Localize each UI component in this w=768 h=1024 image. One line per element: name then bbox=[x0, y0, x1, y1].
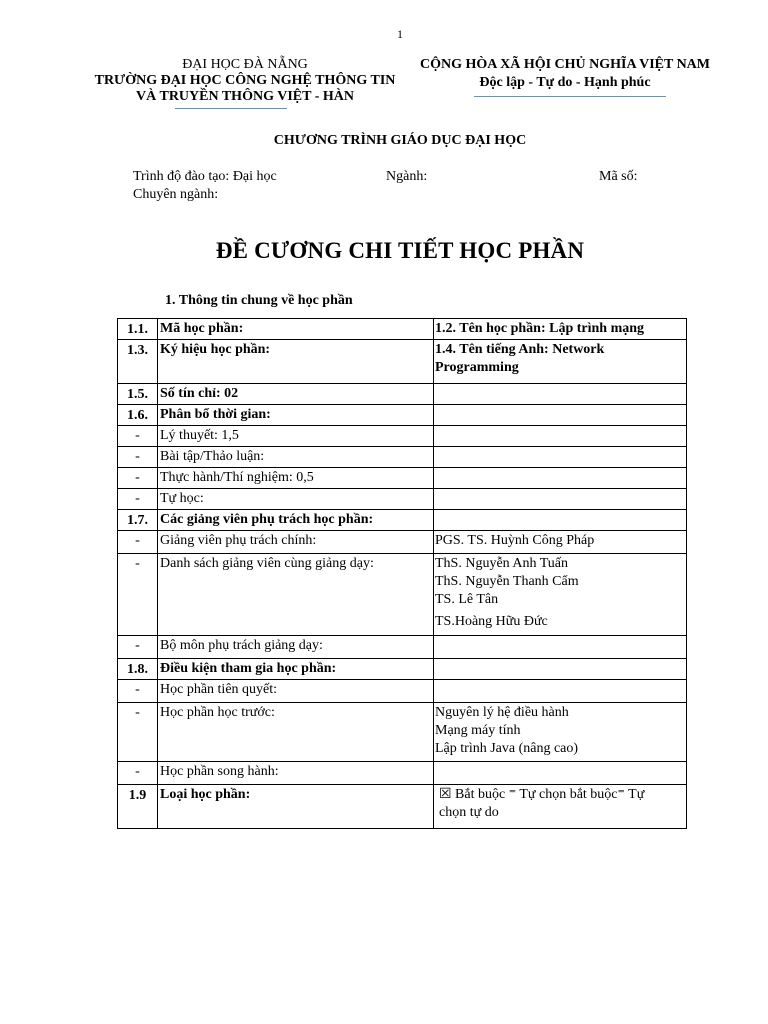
university-name: ĐẠI HỌC ĐÀ NẴNG bbox=[182, 57, 308, 72]
list-item: Nguyên lý hệ điều hành bbox=[435, 705, 569, 720]
table-row bbox=[118, 468, 687, 489]
course-type-options bbox=[434, 785, 687, 829]
national-motto: Độc lập - Tự do - Hạnh phúc bbox=[479, 75, 651, 90]
row-value bbox=[434, 554, 687, 636]
page-number: 1 bbox=[397, 27, 403, 41]
row-bullet: - bbox=[118, 489, 158, 510]
table-row bbox=[118, 405, 687, 426]
list-item: Lập trình Java (nâng cao) bbox=[435, 741, 579, 756]
list-item: ThS. Nguyễn Thanh Cẩm bbox=[435, 574, 579, 589]
row-value bbox=[434, 510, 687, 531]
row-number: 1.7. bbox=[118, 510, 158, 531]
list-item: TS. Lê Tân bbox=[435, 592, 499, 607]
row-number: 1.1. bbox=[118, 319, 158, 340]
table-row bbox=[118, 785, 687, 829]
row-value bbox=[434, 405, 687, 426]
row-value bbox=[434, 636, 687, 659]
table-row bbox=[118, 554, 687, 636]
table-row bbox=[118, 384, 687, 405]
document-title: ĐỀ CƯƠNG CHI TIẾT HỌC PHẦN bbox=[215, 238, 585, 263]
list-item: TS.Hoàng Hữu Đức bbox=[435, 614, 548, 629]
table-row bbox=[118, 340, 687, 384]
row-value bbox=[434, 659, 687, 680]
row-value bbox=[434, 703, 687, 762]
course-type-line2: chọn tự do bbox=[439, 805, 499, 820]
row-label: Bài tập/Thảo luận: bbox=[158, 447, 434, 468]
table-row bbox=[118, 447, 687, 468]
row-label: Điều kiện tham gia học phần: bbox=[158, 659, 434, 680]
row-label: Thực hành/Thí nghiệm: 0,5 bbox=[158, 468, 434, 489]
row-number: 1.6. bbox=[118, 405, 158, 426]
row-label: Loại học phần: bbox=[158, 785, 434, 829]
english-name-line2: Programming bbox=[435, 360, 519, 375]
row-label: Ký hiệu học phần: bbox=[158, 340, 434, 384]
row-value: PGS. TS. Huỳnh Công Pháp bbox=[434, 531, 687, 554]
row-number: 1.9 bbox=[118, 785, 158, 829]
row-label: Học phần tiên quyết: bbox=[158, 680, 434, 703]
row-number: 1.5. bbox=[118, 384, 158, 405]
row-value bbox=[434, 680, 687, 703]
row-label: Lý thuyết: 1,5 bbox=[158, 426, 434, 447]
row-bullet: - bbox=[118, 531, 158, 554]
row-value bbox=[434, 468, 687, 489]
table-row bbox=[118, 636, 687, 659]
row-number: 1.3. bbox=[118, 340, 158, 384]
list-item: ThS. Nguyễn Anh Tuấn bbox=[435, 556, 569, 571]
row-bullet: - bbox=[118, 468, 158, 489]
row-bullet: - bbox=[118, 703, 158, 762]
training-level: Trình độ đào tạo: Đại học bbox=[133, 169, 277, 184]
national-header bbox=[410, 56, 720, 92]
table-row bbox=[118, 680, 687, 703]
school-name-line1: TRƯỜNG ĐẠI HỌC CÔNG NGHỆ THÔNG TIN bbox=[94, 73, 396, 88]
school-name-line2: VÀ TRUYỀN THÔNG VIỆT - HÀN bbox=[136, 89, 354, 104]
row-bullet: - bbox=[118, 762, 158, 785]
code-label: Mã số: bbox=[599, 169, 638, 184]
table-row bbox=[118, 319, 687, 340]
row-bullet: - bbox=[118, 554, 158, 636]
major-label: Ngành: bbox=[386, 169, 428, 184]
section-heading: 1. Thông tin chung về học phần bbox=[165, 293, 353, 308]
row-label: Mã học phần: bbox=[158, 319, 434, 340]
row-value bbox=[434, 384, 687, 405]
row-bullet: - bbox=[118, 426, 158, 447]
row-value bbox=[434, 762, 687, 785]
row-bullet: - bbox=[118, 680, 158, 703]
row-label: Học phần học trước: bbox=[158, 703, 434, 762]
row-label: Giảng viên phụ trách chính: bbox=[158, 531, 434, 554]
table-row bbox=[118, 489, 687, 510]
row-label: Các giảng viên phụ trách học phần: bbox=[158, 510, 434, 531]
row-label: Tự học: bbox=[158, 489, 434, 510]
row-bullet: - bbox=[118, 636, 158, 659]
row-value bbox=[434, 340, 687, 384]
row-label: Phân bổ thời gian: bbox=[158, 405, 434, 426]
institution-header bbox=[80, 57, 410, 105]
row-value bbox=[434, 447, 687, 468]
table-row bbox=[118, 762, 687, 785]
table-row bbox=[118, 659, 687, 680]
row-value bbox=[434, 489, 687, 510]
row-label: Số tín chỉ: 02 bbox=[158, 384, 434, 405]
row-bullet: - bbox=[118, 447, 158, 468]
row-value bbox=[434, 426, 687, 447]
table-row bbox=[118, 531, 687, 554]
row-label: Bộ môn phụ trách giảng dạy: bbox=[158, 636, 434, 659]
table-row bbox=[118, 703, 687, 762]
row-value: 1.2. Tên học phần: Lập trình mạng bbox=[434, 319, 687, 340]
header-underline-right bbox=[474, 96, 666, 97]
table-row bbox=[118, 426, 687, 447]
row-number: 1.8. bbox=[118, 659, 158, 680]
row-label: Học phần song hành: bbox=[158, 762, 434, 785]
course-info-table bbox=[117, 318, 687, 829]
header-underline-left bbox=[175, 108, 287, 109]
course-type-line1: ☒ Bắt buộc ⁼ Tự chọn bắt buộc⁼ Tự bbox=[439, 787, 645, 802]
specialization-label: Chuyên ngành: bbox=[133, 187, 219, 202]
list-item: Mạng máy tính bbox=[435, 723, 521, 738]
national-name: CỘNG HÒA XÃ HỘI CHỦ NGHĨA VIỆT NAM bbox=[419, 57, 710, 72]
english-name-line1: 1.4. Tên tiếng Anh: Network bbox=[435, 342, 605, 357]
table-row bbox=[118, 510, 687, 531]
row-label: Danh sách giảng viên cùng giảng dạy: bbox=[158, 554, 434, 636]
program-title: CHƯƠNG TRÌNH GIÁO DỤC ĐẠI HỌC bbox=[273, 133, 527, 148]
